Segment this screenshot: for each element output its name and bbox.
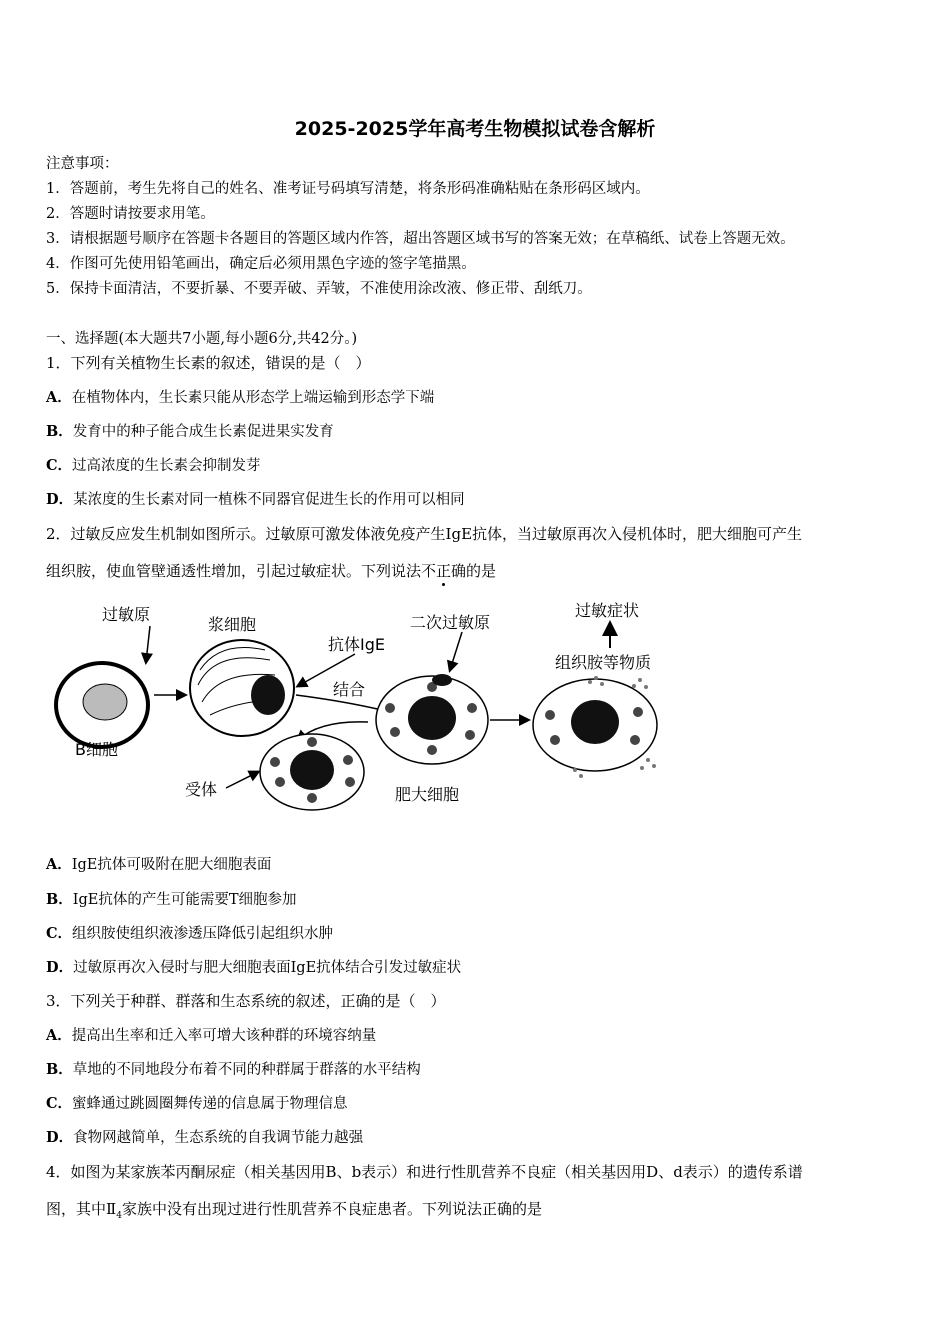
plasma-cell <box>190 640 294 736</box>
label-receptor: 受体 <box>185 780 218 799</box>
notice-item: 5．保持卡面清洁，不要折暴、不要弄破、弄皱，不准使用涂改液、修正带、刮纸刀。 <box>46 281 592 297</box>
option-key: D． <box>46 491 74 508</box>
label-second-allergen: 二次过敏原 <box>410 613 491 632</box>
label-b-cell: B细胞 <box>75 740 118 759</box>
question-2-stem-cont <box>46 560 496 581</box>
mast-cell-degranulating <box>533 676 657 778</box>
emphasis-text: 不正确 <box>421 562 467 580</box>
option-key: B． <box>46 891 73 908</box>
stem-text: 图，其中Ⅱ <box>46 1200 117 1218</box>
q2-option-b <box>46 888 297 909</box>
option-key: C． <box>46 925 73 942</box>
option-key: B． <box>46 1061 73 1078</box>
q3-option-a <box>46 1024 376 1045</box>
mast-cell-lower <box>260 734 364 810</box>
label-symptoms: 过敏症状 <box>575 601 640 620</box>
q1-option-c <box>46 454 261 475</box>
mast-cell-middle <box>376 674 488 764</box>
notice-item: 4．作图可先使用铅笔画出，确定后必须用黑色字迹的签字笔描黑。 <box>46 256 476 272</box>
option-text: 组织胺使组织液渗透压降低引起组织水肿 <box>72 926 334 942</box>
q3-option-b <box>46 1058 421 1079</box>
option-text: 草地的不同地段分布着不同的种群属于群落的水平结构 <box>72 1062 421 1078</box>
question-3-stem: 3．下列关于种群、群落和生态系统的叙述，正确的是（ ） <box>46 992 446 1010</box>
b-cell <box>56 663 148 747</box>
label-mast-cell: 肥大细胞 <box>395 785 460 804</box>
option-text: 食物网越简单，生态系统的自我调节能力越强 <box>73 1130 364 1146</box>
label-antibody: 抗体IgE <box>328 635 385 654</box>
option-key: D． <box>46 1129 74 1146</box>
option-key: C． <box>46 1095 73 1112</box>
q2-option-c <box>46 922 333 943</box>
option-key: A． <box>46 1027 72 1044</box>
label-bind: 结合 <box>333 680 366 699</box>
option-key: D． <box>46 959 74 976</box>
option-key: A． <box>46 856 72 873</box>
q1-option-b <box>46 420 334 441</box>
notice-item: 2．答题时请按要求用笔。 <box>46 206 215 222</box>
question-2-stem: 2．过敏反应发生机制如图所示。过敏原可激发体液免疫产生IgE抗体，当过敏原再次入侵机体时，肥大细胞可产生 <box>46 525 803 543</box>
stem-text: 家族中没有出现过进行性肌营养不良症患者。下列说法正确的是 <box>121 1200 542 1218</box>
question-4-stem: 4．如图为某家族苯丙酮尿症（相关基因用B、b表示）和进行性肌营养不良症（相关基因用D、d表示）的遗传系谱 <box>46 1163 803 1181</box>
q3-option-d <box>46 1126 363 1147</box>
q3-option-c <box>46 1092 348 1113</box>
option-key: A． <box>46 389 72 406</box>
option-text: IgE抗体的产生可能需要T细胞参加 <box>72 892 297 908</box>
question-4-stem-cont <box>46 1198 542 1221</box>
option-text: 在植物体内，生长素只能从形态学上端运输到形态学下端 <box>71 390 435 406</box>
allergy-mechanism-figure <box>50 590 680 825</box>
notice-item: 1．答题前，考生先将自己的姓名、准考证号码填写清楚，将条形码准确粘贴在条形码区域内。 <box>46 181 650 197</box>
notice-item: 3．请根据题号顺序在答题卡各题目的答题区域内作答，超出答题区域书写的答案无效；在草稿纸、试卷上答题无效。 <box>46 231 795 247</box>
label-plasma-cell: 浆细胞 <box>208 615 257 634</box>
option-text: 发育中的种子能合成生长素促进果实发育 <box>72 424 334 440</box>
label-allergen: 过敏原 <box>102 605 151 624</box>
stem-text: 的是 <box>466 562 497 580</box>
option-text: 蜜蜂通过跳圆圈舞传递的信息属于物理信息 <box>72 1096 348 1112</box>
option-key: B． <box>46 423 73 440</box>
stem-text: 组织胺，使血管壁通透性增加，引起过敏症状。下列说法 <box>46 562 422 580</box>
label-histamine: 组织胺等物质 <box>555 653 652 672</box>
option-text: IgE抗体可吸附在肥大细胞表面 <box>71 857 272 873</box>
section-heading: 一、选择题(本大题共7小题,每小题6分,共42分。) <box>46 331 358 347</box>
option-text: 某浓度的生长素对同一植株不同器官促进生长的作用可以相同 <box>73 492 465 508</box>
question-1-stem: 1．下列有关植物生长素的叙述，错误的是（ ） <box>46 354 371 372</box>
q2-option-a <box>46 853 271 874</box>
notice-heading: 注意事项： <box>46 156 119 172</box>
option-key: C． <box>46 457 73 474</box>
q1-option-a <box>46 386 434 407</box>
q2-option-d <box>46 956 461 977</box>
q1-option-d <box>46 488 465 509</box>
subscript: 4 <box>116 1211 122 1221</box>
page-title: 2025-2025学年高考生物模拟试卷含解析 <box>294 118 656 140</box>
option-text: 提高出生率和迁入率可增大该种群的环境容纳量 <box>71 1028 377 1044</box>
option-text: 过高浓度的生长素会抑制发芽 <box>72 458 261 474</box>
option-text: 过敏原再次入侵时与肥大细胞表面IgE抗体结合引发过敏症状 <box>73 960 462 976</box>
